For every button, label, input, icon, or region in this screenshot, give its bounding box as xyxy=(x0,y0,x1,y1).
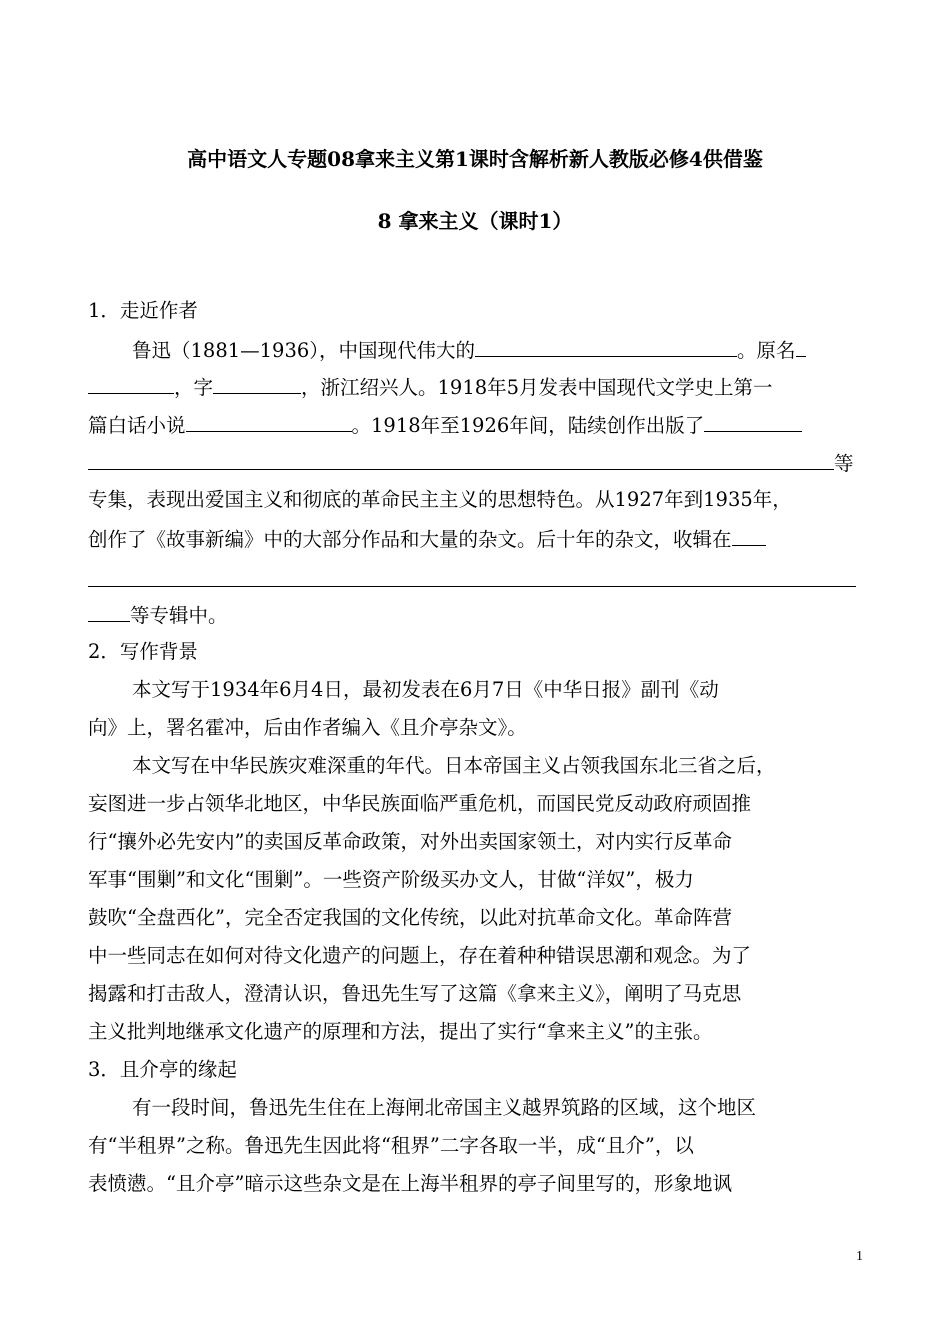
fill-blank[interactable] xyxy=(796,336,806,357)
lesson-subtitle: 8 拿来主义（课时1） xyxy=(377,209,573,233)
text-run: ，浙江绍兴人。1918年5月发表中国现代文学史上第一 xyxy=(301,376,773,399)
text-run: ，字 xyxy=(174,376,214,399)
fill-blank-line[interactable] xyxy=(88,586,856,587)
paragraph-line: 鼓吹“全盘西化”，完全否定我国的文化传统，以此对抗革命文化。革命阵营 xyxy=(88,906,732,929)
text-run: 等 xyxy=(834,452,854,475)
paragraph-line: 表愤懑。“且介亭”暗示这些杂文是在上海半租界的亭子间里写的，形象地讽 xyxy=(88,1172,732,1195)
section-3-heading: 3．且介亭的缘起 xyxy=(88,1058,237,1081)
text-run: 。1918年至1926年间，陆续创作出版了 xyxy=(351,414,705,437)
fill-blank[interactable] xyxy=(213,373,301,394)
paragraph-line: 妄图进一步占领华北地区，中华民族面临严重危机，而国民党反动政府顽固推 xyxy=(88,792,752,815)
paragraph-line: 有“半租界”之称。鲁迅先生因此将“租界”二字各取一半，成“且介”，以 xyxy=(88,1134,694,1157)
section-2-heading: 2．写作背景 xyxy=(88,640,198,663)
document-title: 高中语文人专题08拿来主义第1课时含解析新人教版必修4供借鉴 xyxy=(187,147,763,171)
paragraph-line: 向》上，署名霍冲，后由作者编入《且介亭杂文》。 xyxy=(88,716,527,739)
fill-blank[interactable] xyxy=(704,411,802,432)
text-run: 创作了《故事新编》中的大部分作品和大量的杂文。后十年的杂文，收辑在 xyxy=(88,528,732,551)
paragraph-line: 主义批判地继承文化遗产的原理和方法，提出了实行“拿来主义”的主张。 xyxy=(88,1020,713,1043)
section-1-heading: 1．走近作者 xyxy=(88,299,198,322)
page-number: 1 xyxy=(856,1249,863,1264)
text-run: 篇白话小说 xyxy=(88,414,186,437)
text-run: 。原名 xyxy=(737,339,796,362)
fill-blank[interactable] xyxy=(186,411,352,432)
paragraph-line: 本文写在中华民族灾难深重的年代。日本帝国主义占领我国东北三省之后， xyxy=(132,754,776,777)
paragraph-line: 揭露和打击敌人，澄清认识，鲁迅先生写了这篇《拿来主义》，阐明了马克思 xyxy=(88,982,742,1005)
paragraph-line: 军事“围剿”和文化“围剿”。一些资产阶级买办文人，甘做“洋奴”，极力 xyxy=(88,868,694,891)
paragraph-line: 专集，表现出爱国主义和彻底的革命民主主义的思想特色。从1927年到1935年， xyxy=(88,488,792,511)
fill-blank[interactable] xyxy=(88,373,174,394)
paragraph-line xyxy=(132,336,806,364)
paragraph-line xyxy=(88,449,854,477)
paragraph-line: 行“攘外必先安内”的卖国反革命政策，对外出卖国家领土，对内实行反革命 xyxy=(88,830,732,853)
paragraph-line xyxy=(88,411,802,439)
paragraph-line xyxy=(88,373,773,401)
text-run: 鲁迅（1881—1936），中国现代伟大的 xyxy=(132,339,476,362)
paragraph-line: 有一段时间，鲁迅先生住在上海闸北帝国主义越界筑路的区域，这个地区 xyxy=(132,1096,757,1119)
paragraph-line: 本文写于1934年6月4日，最初发表在6月7日《中华日报》副刊《动 xyxy=(132,678,719,701)
fill-blank[interactable] xyxy=(475,336,737,357)
text-run: 等专辑中。 xyxy=(130,604,228,627)
paragraph-line xyxy=(88,525,766,553)
fill-blank[interactable] xyxy=(732,525,766,546)
fill-blank[interactable] xyxy=(88,449,834,470)
paragraph-line: 中一些同志在如何对待文化遗产的问题上，存在着种种错误思潮和观念。为了 xyxy=(88,944,752,967)
fill-blank[interactable] xyxy=(88,601,130,622)
paragraph-line xyxy=(88,601,228,629)
